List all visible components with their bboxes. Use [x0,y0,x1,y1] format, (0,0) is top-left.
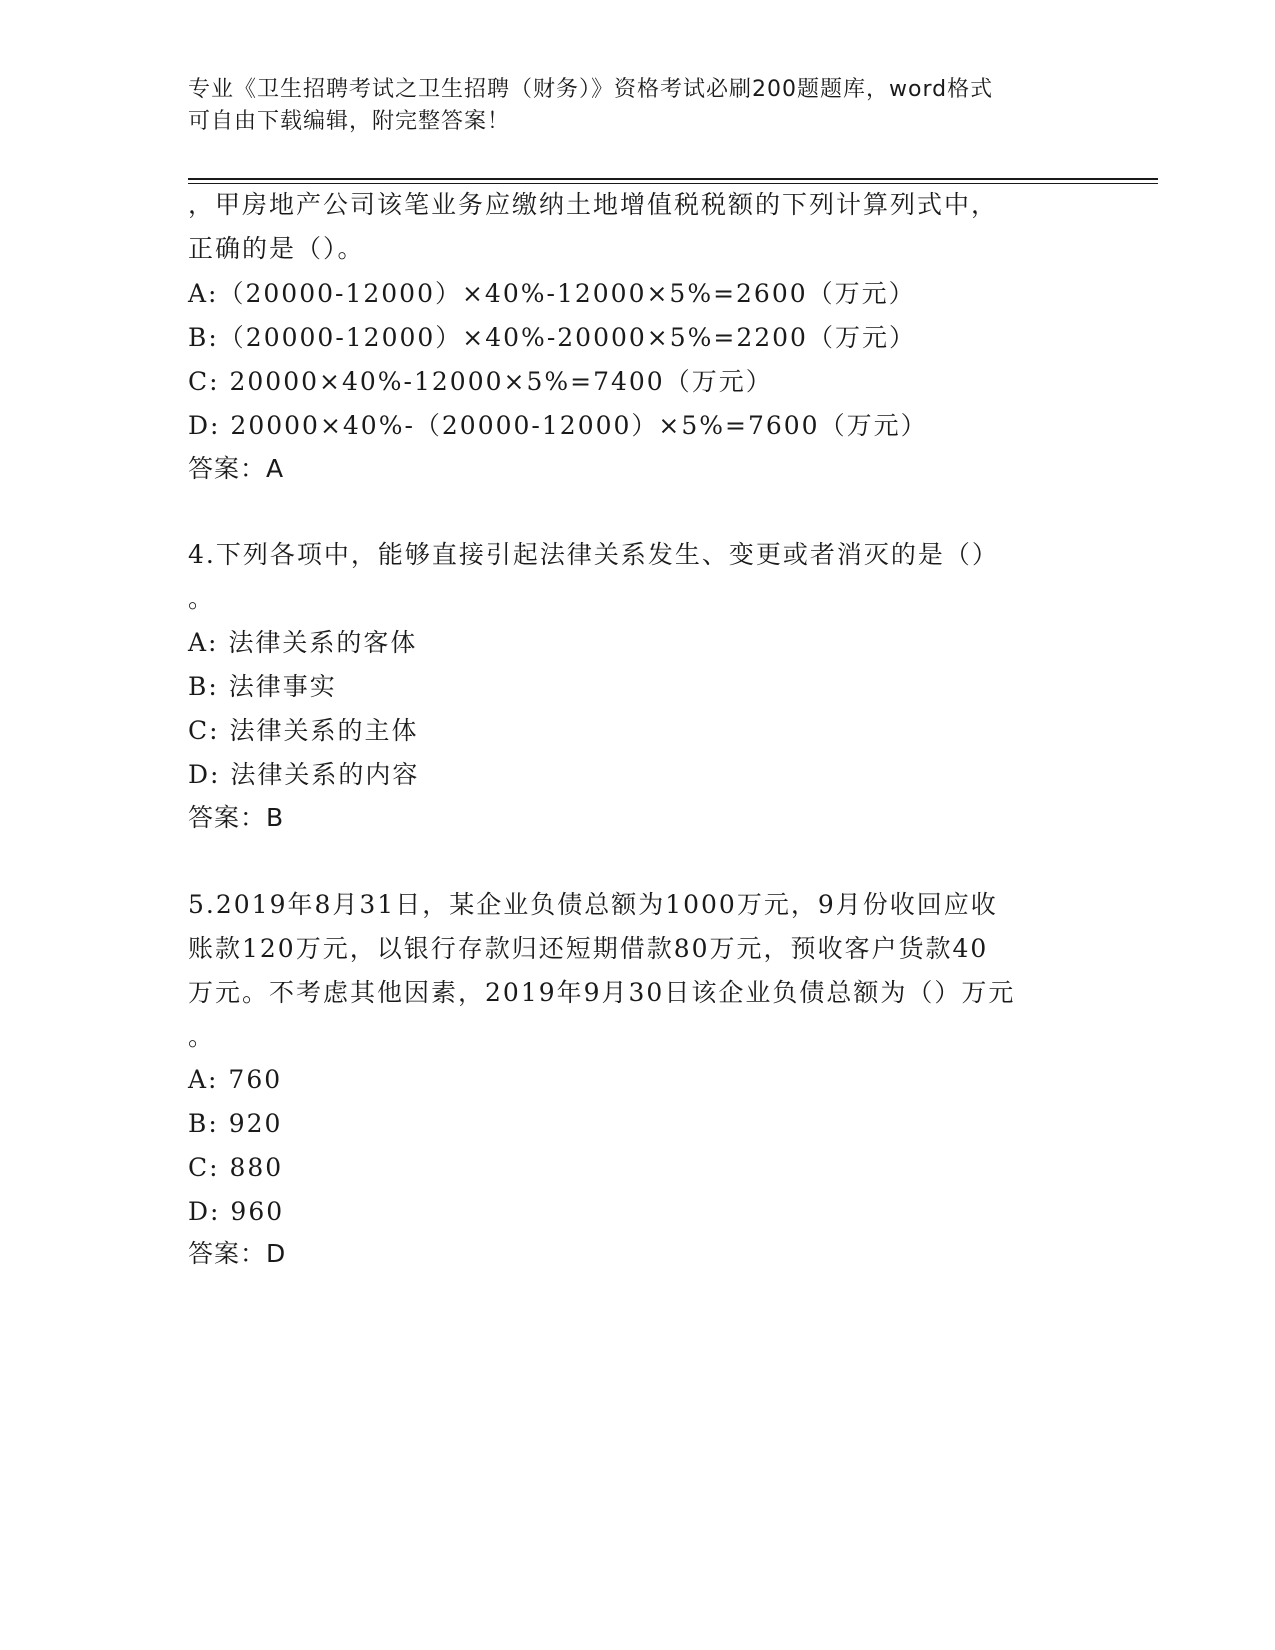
header-title-line-2: 可自由下载编辑，附完整答案！ [188,109,511,134]
q4-stem-line-2: 。 [188,584,216,613]
q3-option-a: A:（20000-12000）×40%-12000×5%=2600（万元） [188,279,916,308]
q3-option-b: B:（20000-12000）×40%-20000×5%=2200（万元） [188,323,916,352]
q3-option-d: D: 20000×40%-（20000-12000）×5%=7600（万元） [188,411,928,440]
q5-option-b: B: 920 [188,1109,283,1138]
q5-stem-line-2: 账款120万元，以银行存款归还短期借款80万元，预收客户货款40 [188,934,989,963]
q4-stem-line-1: 4.下列各项中，能够直接引起法律关系发生、变更或者消灭的是（） [188,540,999,569]
q4-option-a: A: 法律关系的客体 [188,628,418,657]
q5-stem-line-4: 。 [188,1022,216,1051]
q4-option-c: C: 法律关系的主体 [188,716,419,745]
q5-stem-line-3: 万元。不考虑其他因素，2019年9月30日该企业负债总额为（）万元 [188,978,1016,1007]
document-header [188,74,1088,138]
q5-option-a: A: 760 [188,1065,283,1094]
header-divider-thick [188,178,1158,180]
header-title-line-1: 专业《卫生招聘考试之卫生招聘（财务）》资格考试必刷200题题库，word格式 [188,77,994,102]
q5-stem-line-1: 5.2019年8月31日，某企业负债总额为1000万元，9月份收回应收 [188,890,998,919]
q4-option-b: B: 法律事实 [188,672,337,701]
q3-stem-line-1: ，甲房地产公司该笔业务应缴纳土地增值税税额的下列计算列式中， [188,190,999,219]
header-divider-thin [188,183,1158,184]
q3-option-c: C: 20000×40%-12000×5%=7400（万元） [188,367,773,396]
q5-answer: 答案：D [188,1239,287,1268]
q5-option-d: D: 960 [188,1197,285,1226]
q4-option-d: D: 法律关系的内容 [188,760,420,789]
q5-option-c: C: 880 [188,1153,284,1182]
q3-answer: 答案：A [188,454,285,483]
q3-stem-line-2: 正确的是（）。 [188,234,365,263]
q4-answer: 答案：B [188,803,285,832]
